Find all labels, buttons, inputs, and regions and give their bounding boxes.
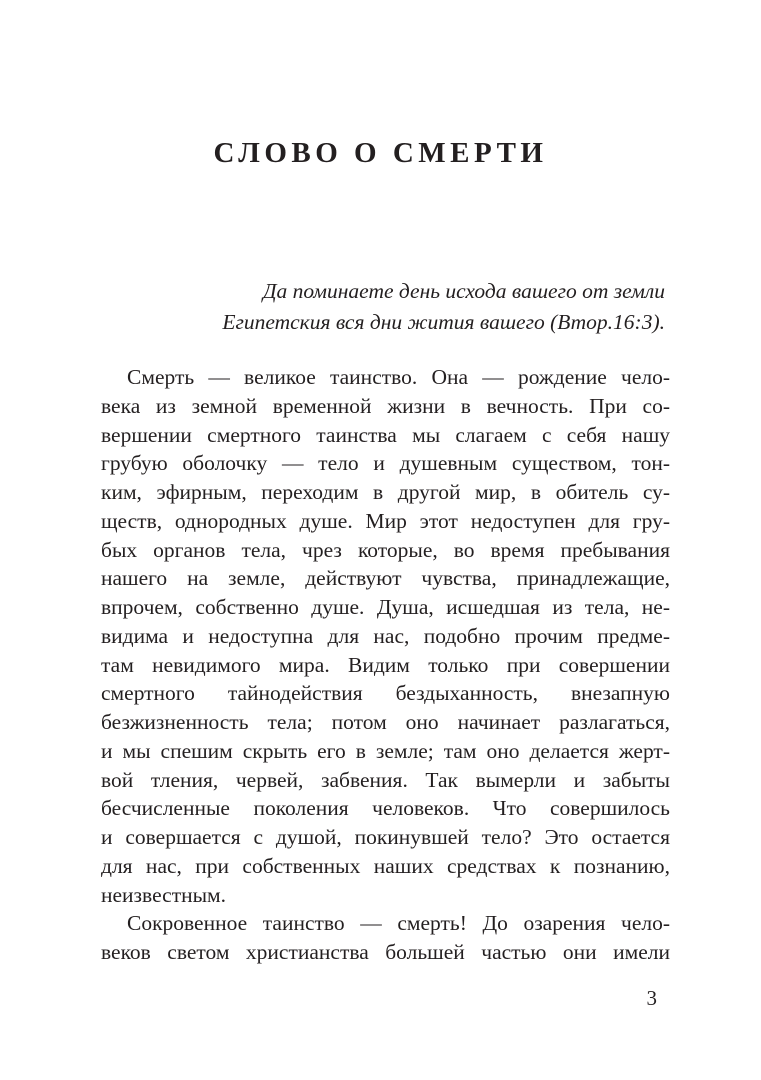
page-number: 3: [646, 986, 657, 1010]
text-line: видима и недоступна для нас, подобно прочим предме-: [101, 623, 670, 648]
text-line: ществ, однородных душе. Мир этот недоступен для гру-: [101, 508, 670, 533]
epigraph-line: Египетския вся дни жития вашего (Втор.16:3).: [222, 310, 665, 334]
chapter-title: СЛОВО О СМЕРТИ: [213, 137, 548, 169]
text-line: грубую оболочку — тело и душевным существом, тон-: [101, 451, 670, 476]
text-line: безжизненность тела; потом оно начинает разлагаться,: [101, 710, 670, 734]
text-line: Сокровенное таинство — смерть! До озарения чело-: [127, 911, 670, 936]
text-line: нашего на земле, действуют чувства, принадлежащие,: [101, 566, 670, 591]
paragraph: [101, 363, 670, 909]
paragraph: [101, 909, 670, 967]
epigraph: [145, 276, 665, 338]
text-line: и мы спешим скрыть его в земле; там оно делается жерт-: [101, 738, 670, 763]
body-text: [101, 363, 670, 967]
text-line: вой тления, червей, забвения. Так вымерли и забыты: [101, 767, 670, 792]
text-line: бесчисленные поколения человеков. Что совершилось: [101, 796, 670, 821]
text-line: веков светом христианства большей частью они имели: [101, 940, 670, 964]
epigraph-line: Да поминаете день исхода вашего от земли: [262, 279, 665, 303]
text-line: смертного тайнодействия бездыханность, внезапную: [101, 681, 670, 706]
text-line: впрочем, собственно душе. Душа, исшедшая из тела, не-: [101, 595, 670, 619]
text-line: бых органов тела, чрез которые, во время пребывания: [101, 537, 670, 562]
text-line: века из земной временной жизни в вечность. При со-: [101, 393, 670, 418]
text-line: неизвестным.: [101, 882, 227, 907]
text-line: там невидимого мира. Видим только при совершении: [101, 652, 670, 677]
text-line: Смерть — великое таинство. Она — рождение чело-: [127, 365, 670, 389]
text-line: и совершается с душой, покинувшей тело? Это остается: [101, 825, 670, 849]
text-line: ким, эфирным, переходим в другой мир, в обитель су-: [101, 480, 670, 504]
text-line: вершении смертного таинства мы слагаем с себя нашу: [101, 422, 670, 447]
text-line: для нас, при собственных наших средствах к познанию,: [101, 853, 670, 878]
